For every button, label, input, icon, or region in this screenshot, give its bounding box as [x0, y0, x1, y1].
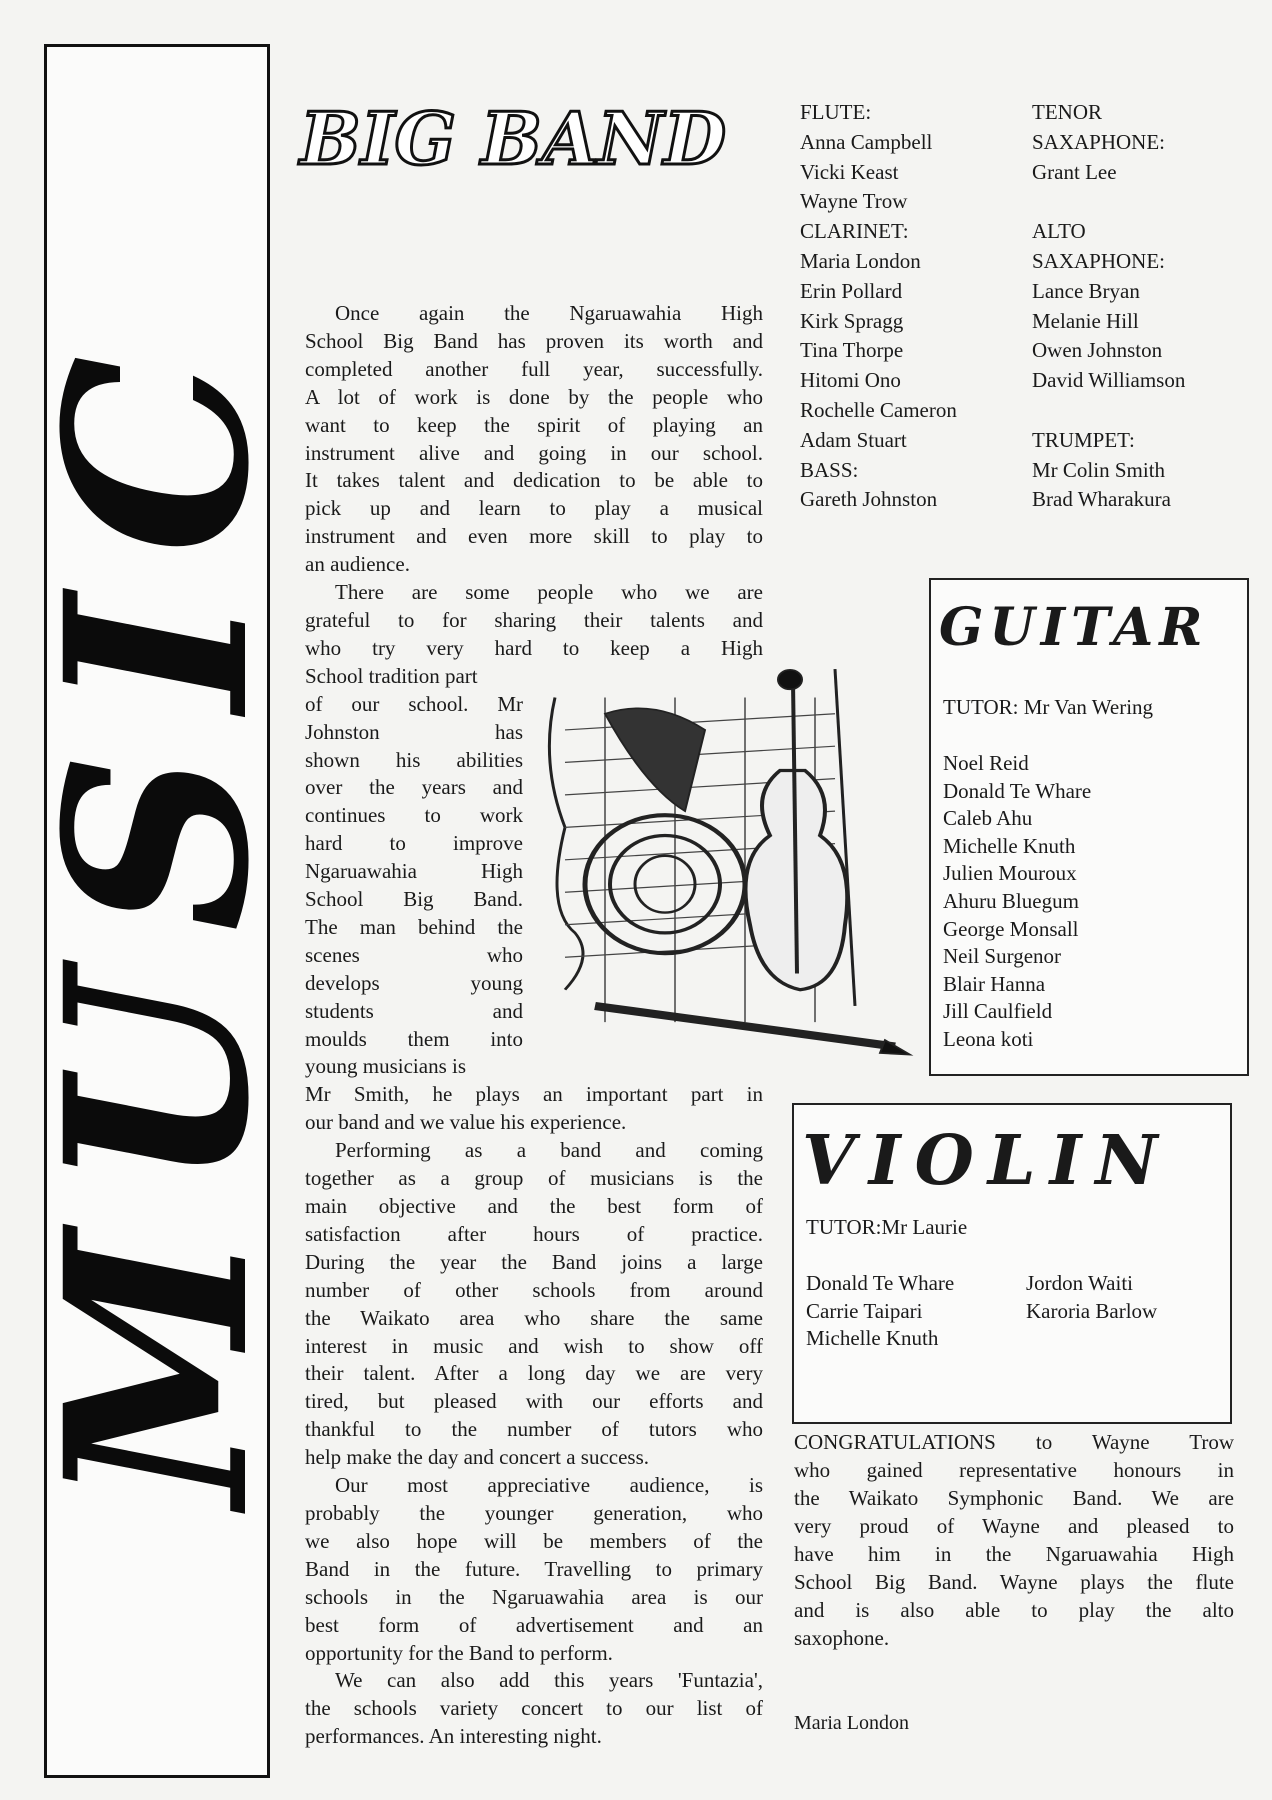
- article-line: Mr Smith, he plays an important part in: [305, 1082, 763, 1107]
- member-name: Jill Caulfield: [943, 999, 1053, 1024]
- member-name: Julien Mouroux: [943, 861, 1077, 886]
- article-line: together as a group of musicians is the: [305, 1166, 763, 1191]
- article-line: want to keep the spirit of playing an: [305, 412, 763, 437]
- article-line: shown his abilities: [305, 747, 523, 772]
- article-line: young musicians is: [305, 1054, 466, 1079]
- article-line: over the years and: [305, 775, 523, 800]
- guitar-members: [943, 750, 1091, 1054]
- member-name: Kirk Spragg: [800, 308, 904, 333]
- section-heading: CLARINET:: [800, 219, 909, 244]
- member-name: Jordon Waiti: [1026, 1271, 1133, 1295]
- article-line: instrument and even more skill to play to: [305, 524, 763, 549]
- article-line: It takes talent and dedication to be able to: [305, 468, 763, 493]
- article-line: School Big Band.: [305, 887, 523, 912]
- congratulations-line: the Waikato Symphonic Band. We are: [794, 1486, 1234, 1510]
- section-heading: SAXAPHONE:: [1032, 129, 1166, 154]
- article-line: schools in the Ngaruawahia area is our: [305, 1584, 763, 1609]
- article-line: interest in music and wish to show off: [305, 1333, 763, 1358]
- member-name: Caleb Ahu: [943, 806, 1033, 831]
- member-name: [1032, 187, 1185, 217]
- article-line: thankful to the number of tutors who: [305, 1417, 763, 1442]
- member-name: Neil Surgenor: [943, 944, 1062, 969]
- instruments-illustration: [535, 665, 915, 1079]
- article-line: School Big Band has proven its worth and: [305, 328, 763, 353]
- article-line: The man behind the: [305, 914, 523, 939]
- member-name: Grant Lee: [1032, 159, 1117, 184]
- member-name: Blair Hanna: [943, 971, 1046, 996]
- article-line: performances. An interesting night.: [305, 1724, 602, 1749]
- member-name: Maria London: [800, 248, 921, 273]
- article-line: hard to improve: [305, 831, 523, 856]
- violin-title: VIOLIN: [802, 1121, 1172, 1201]
- article-line: help make the day and concert a success.: [305, 1445, 650, 1470]
- article-line: develops young: [305, 970, 523, 995]
- member-name: Mr Colin Smith: [1032, 457, 1166, 482]
- article-line: scenes who: [305, 942, 523, 967]
- member-name: Wayne Trow: [800, 189, 908, 214]
- article-line: completed another full year, successfully.: [305, 356, 763, 381]
- member-name: Hitomi Ono: [800, 368, 901, 393]
- member-name: Rochelle Cameron: [800, 397, 957, 422]
- member-name: David Williamson: [1032, 368, 1186, 393]
- article-line: We can also add this years 'Funtazia',: [335, 1668, 763, 1693]
- member-name: Donald Te Whare: [943, 778, 1092, 803]
- member-name: Melanie Hill: [1032, 308, 1139, 333]
- congratulations-line: CONGRATULATIONS to Wayne Trow: [794, 1430, 1234, 1454]
- violin-members-col1: [806, 1270, 954, 1353]
- violin-box: [792, 1103, 1232, 1424]
- article-line: an audience.: [305, 552, 410, 577]
- member-name: Carrie Taipari: [806, 1298, 923, 1323]
- article-line: the schools variety concert to our list of: [305, 1696, 763, 1721]
- article-line: of our school. Mr: [305, 691, 523, 716]
- section-heading: SAXAPHONE:: [1032, 248, 1166, 273]
- member-name: Leona koti: [943, 1026, 1034, 1051]
- article-line: During the year the Band joins a large: [305, 1249, 763, 1274]
- article-line: Band in the future. Travelling to primary: [305, 1556, 763, 1581]
- member-name: Brad Wharakura: [1032, 487, 1171, 512]
- guitar-box: [929, 578, 1249, 1076]
- member-name: Lance Bryan: [1032, 278, 1140, 303]
- article-line: main objective and the best form of: [305, 1194, 763, 1218]
- article-line: who try very hard to keep a High: [305, 635, 763, 660]
- article-line: the Waikato area who share the same: [305, 1305, 763, 1330]
- violin-tutor: TUTOR:Mr Laurie: [806, 1215, 968, 1239]
- member-name: Tina Thorpe: [800, 338, 904, 363]
- article-line: A lot of work is done by the people who: [305, 384, 763, 409]
- roster-column-2: [1032, 98, 1185, 515]
- article-line: opportunity for the Band to perform.: [305, 1640, 613, 1665]
- member-name: George Monsall: [943, 916, 1079, 941]
- member-name: [1032, 396, 1185, 426]
- member-name: Adam Stuart: [800, 427, 907, 452]
- congratulations-line: and is also able to play the alto: [794, 1598, 1234, 1622]
- article-line: continues to work: [305, 803, 523, 828]
- member-name: Owen Johnston: [1032, 338, 1163, 363]
- violin-members-col2: [1026, 1270, 1157, 1325]
- article-line: our band and we value his experience.: [305, 1110, 627, 1135]
- page-title: BIG BAND: [300, 96, 727, 181]
- guitar-tutor: TUTOR: Mr Van Wering: [943, 695, 1154, 719]
- article-line: Our most appreciative audience, is: [335, 1473, 763, 1498]
- section-heading: FLUTE:: [800, 100, 872, 124]
- article-line: probably the younger generation, who: [305, 1500, 763, 1525]
- congratulations-line: have him in the Ngaruawahia High: [794, 1542, 1234, 1566]
- article-line: Ngaruawahia High: [305, 859, 523, 884]
- article-line: There are some people who we are: [335, 580, 763, 605]
- member-name: Noel Reid: [943, 751, 1029, 775]
- article-line: satisfaction after hours of practice.: [305, 1221, 763, 1246]
- member-name: Michelle Knuth: [806, 1326, 939, 1351]
- section-heading: TRUMPET:: [1032, 427, 1135, 452]
- side-title-panel: [10, 44, 304, 1778]
- section-heading: ALTO: [1032, 219, 1086, 244]
- roster-column-1: [800, 98, 957, 515]
- section-heading: TENOR: [1032, 100, 1102, 124]
- article-line: best form of advertisement and an: [305, 1612, 763, 1637]
- member-name: Erin Pollard: [800, 278, 903, 303]
- article-line: School tradition part: [305, 663, 478, 688]
- congratulations-note: [794, 1428, 1234, 1652]
- article-line: instrument alive and going in our school.: [305, 440, 763, 465]
- article-line: grateful to for sharing their talents and: [305, 607, 763, 632]
- congratulations-line: very proud of Wayne and pleased to: [794, 1514, 1234, 1538]
- article-line: Performing as a band and coming: [335, 1138, 763, 1163]
- member-name: Anna Campbell: [800, 129, 933, 154]
- member-name: Karoria Barlow: [1026, 1298, 1158, 1323]
- member-name: Donald Te Whare: [806, 1271, 955, 1295]
- article-line: Once again the Ngaruawahia High: [335, 301, 763, 325]
- congratulations-line: who gained representative honours in: [794, 1458, 1234, 1482]
- side-title: MUSIC: [10, 315, 304, 1507]
- article-line: pick up and learn to play a musical: [305, 496, 763, 521]
- article-line: Johnston has: [305, 719, 523, 744]
- member-name: Vicki Keast: [800, 159, 899, 184]
- article-line: their talent. After a long day we are very: [305, 1361, 763, 1386]
- congratulations-line: saxophone.: [794, 1626, 890, 1650]
- author-name: Maria London: [794, 1712, 909, 1734]
- article-line: students and: [305, 998, 523, 1023]
- article-line: we also hope will be members of the: [305, 1528, 763, 1553]
- member-name: Michelle Knuth: [943, 833, 1076, 858]
- section-heading: BASS:: [800, 457, 859, 482]
- member-name: Gareth Johnston: [800, 487, 938, 512]
- member-name: Ahuru Bluegum: [943, 888, 1079, 913]
- article-line: tired, but pleased with our efforts and: [305, 1389, 763, 1414]
- article-line: moulds them into: [305, 1026, 523, 1051]
- congratulations-line: School Big Band. Wayne plays the flute: [794, 1570, 1234, 1594]
- article-line: number of other schools from around: [305, 1277, 763, 1302]
- guitar-title: GUITAR: [939, 597, 1209, 658]
